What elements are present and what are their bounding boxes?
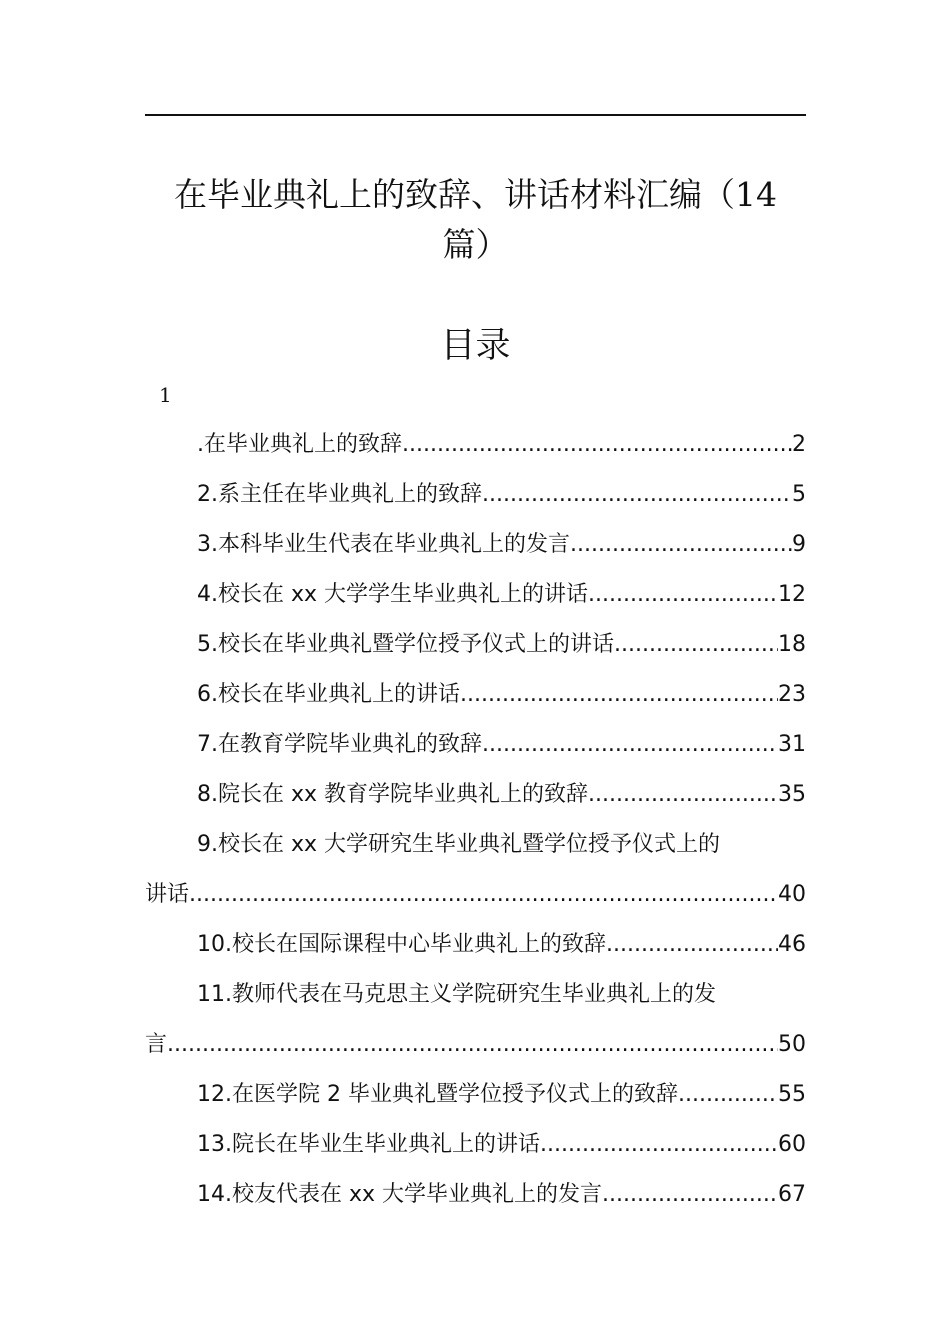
toc-entry-title: 4.校长在 xx 大学学生毕业典礼上的讲话	[197, 582, 589, 607]
toc-entry-title: 11.教师代表在马克思主义学院研究生毕业典礼上的发	[197, 982, 716, 1007]
toc-entry[interactable]	[145, 1120, 806, 1170]
toc-entry-page: 18	[778, 632, 806, 657]
toc-entry[interactable]	[145, 820, 806, 870]
toc-entry-page: 35	[778, 782, 806, 807]
toc-leader	[540, 1120, 778, 1170]
toc-entry-title: 3.本科毕业生代表在毕业典礼上的发言	[197, 532, 570, 557]
toc-entry[interactable]	[145, 1170, 806, 1220]
toc-leader	[402, 420, 792, 470]
toc-leader	[167, 1020, 778, 1070]
toc-leader	[189, 870, 778, 920]
toc-leader	[482, 720, 778, 770]
toc-entry[interactable]	[145, 420, 806, 470]
toc-entry[interactable]	[145, 670, 806, 720]
toc-leader	[614, 620, 778, 670]
toc-entry-page: 50	[778, 1032, 806, 1057]
toc-entry-title: 14.校友代表在 xx 大学毕业典礼上的发言	[197, 1182, 603, 1207]
table-of-contents	[145, 420, 806, 1220]
toc-entry-title: 8.院长在 xx 教育学院毕业典礼上的致辞	[197, 782, 589, 807]
title-count: 14	[735, 175, 777, 214]
toc-entry-title: 10.校长在国际课程中心毕业典礼上的致辞	[197, 932, 606, 957]
toc-entry-page: 9	[792, 532, 806, 557]
toc-leader	[588, 570, 778, 620]
toc-entry[interactable]	[145, 570, 806, 620]
toc-entry-title-continued: 讲话	[145, 882, 190, 907]
toc-entry[interactable]	[145, 970, 806, 1020]
toc-entry[interactable]	[145, 1070, 806, 1120]
toc-leader	[588, 770, 778, 820]
toc-heading: 目录	[440, 326, 511, 366]
toc-entry-page: 46	[778, 932, 806, 957]
toc-entry-title-continued: 言	[145, 1032, 168, 1057]
toc-entry-title: 5.校长在毕业典礼暨学位授予仪式上的讲话	[197, 632, 614, 657]
toc-leader	[602, 1170, 778, 1220]
toc-entry-page: 12	[778, 582, 806, 607]
toc-leader	[460, 670, 778, 720]
toc-entry-continuation[interactable]	[145, 1020, 806, 1070]
toc-entry-page: 55	[778, 1082, 806, 1107]
toc-entry-page: 23	[778, 682, 806, 707]
toc-leader	[678, 1070, 778, 1120]
toc-entry-page: 67	[778, 1182, 806, 1207]
title-suffix: 篇）	[442, 225, 509, 264]
toc-entry[interactable]	[145, 720, 806, 770]
toc-leader	[570, 520, 792, 570]
toc-entry-title: 13.院长在毕业生毕业典礼上的讲话	[197, 1132, 540, 1157]
toc-entry[interactable]	[145, 770, 806, 820]
toc-leader	[482, 470, 792, 520]
toc-entry-page: 2	[792, 432, 806, 457]
toc-entry[interactable]	[145, 920, 806, 970]
toc-entry-title: 7.在教育学院毕业典礼的致辞	[197, 732, 482, 757]
document-title	[145, 170, 806, 270]
toc-entry[interactable]	[145, 620, 806, 670]
toc-entry-title: .在毕业典礼上的致辞	[197, 432, 402, 457]
toc-entry-page: 5	[792, 482, 806, 507]
toc-leader	[606, 920, 778, 970]
toc-entry-title: 6.校长在毕业典礼上的讲话	[197, 682, 460, 707]
toc-entry-page: 40	[778, 882, 806, 907]
toc-entry[interactable]	[145, 520, 806, 570]
header-rule	[145, 114, 806, 116]
toc-entry-title: 9.校长在 xx 大学研究生毕业典礼暨学位授予仪式上的	[197, 832, 721, 857]
page-marker: 1	[159, 383, 172, 407]
toc-entry-title: 2.系主任在毕业典礼上的致辞	[197, 482, 482, 507]
title-text: 在毕业典礼上的致辞、讲话材料汇编（	[174, 175, 735, 214]
toc-entry-title: 12.在医学院 2 毕业典礼暨学位授予仪式上的致辞	[197, 1082, 678, 1107]
toc-entry-page: 60	[778, 1132, 806, 1157]
toc-entry-page: 31	[778, 732, 806, 757]
toc-entry[interactable]	[145, 470, 806, 520]
toc-entry-continuation[interactable]	[145, 870, 806, 920]
